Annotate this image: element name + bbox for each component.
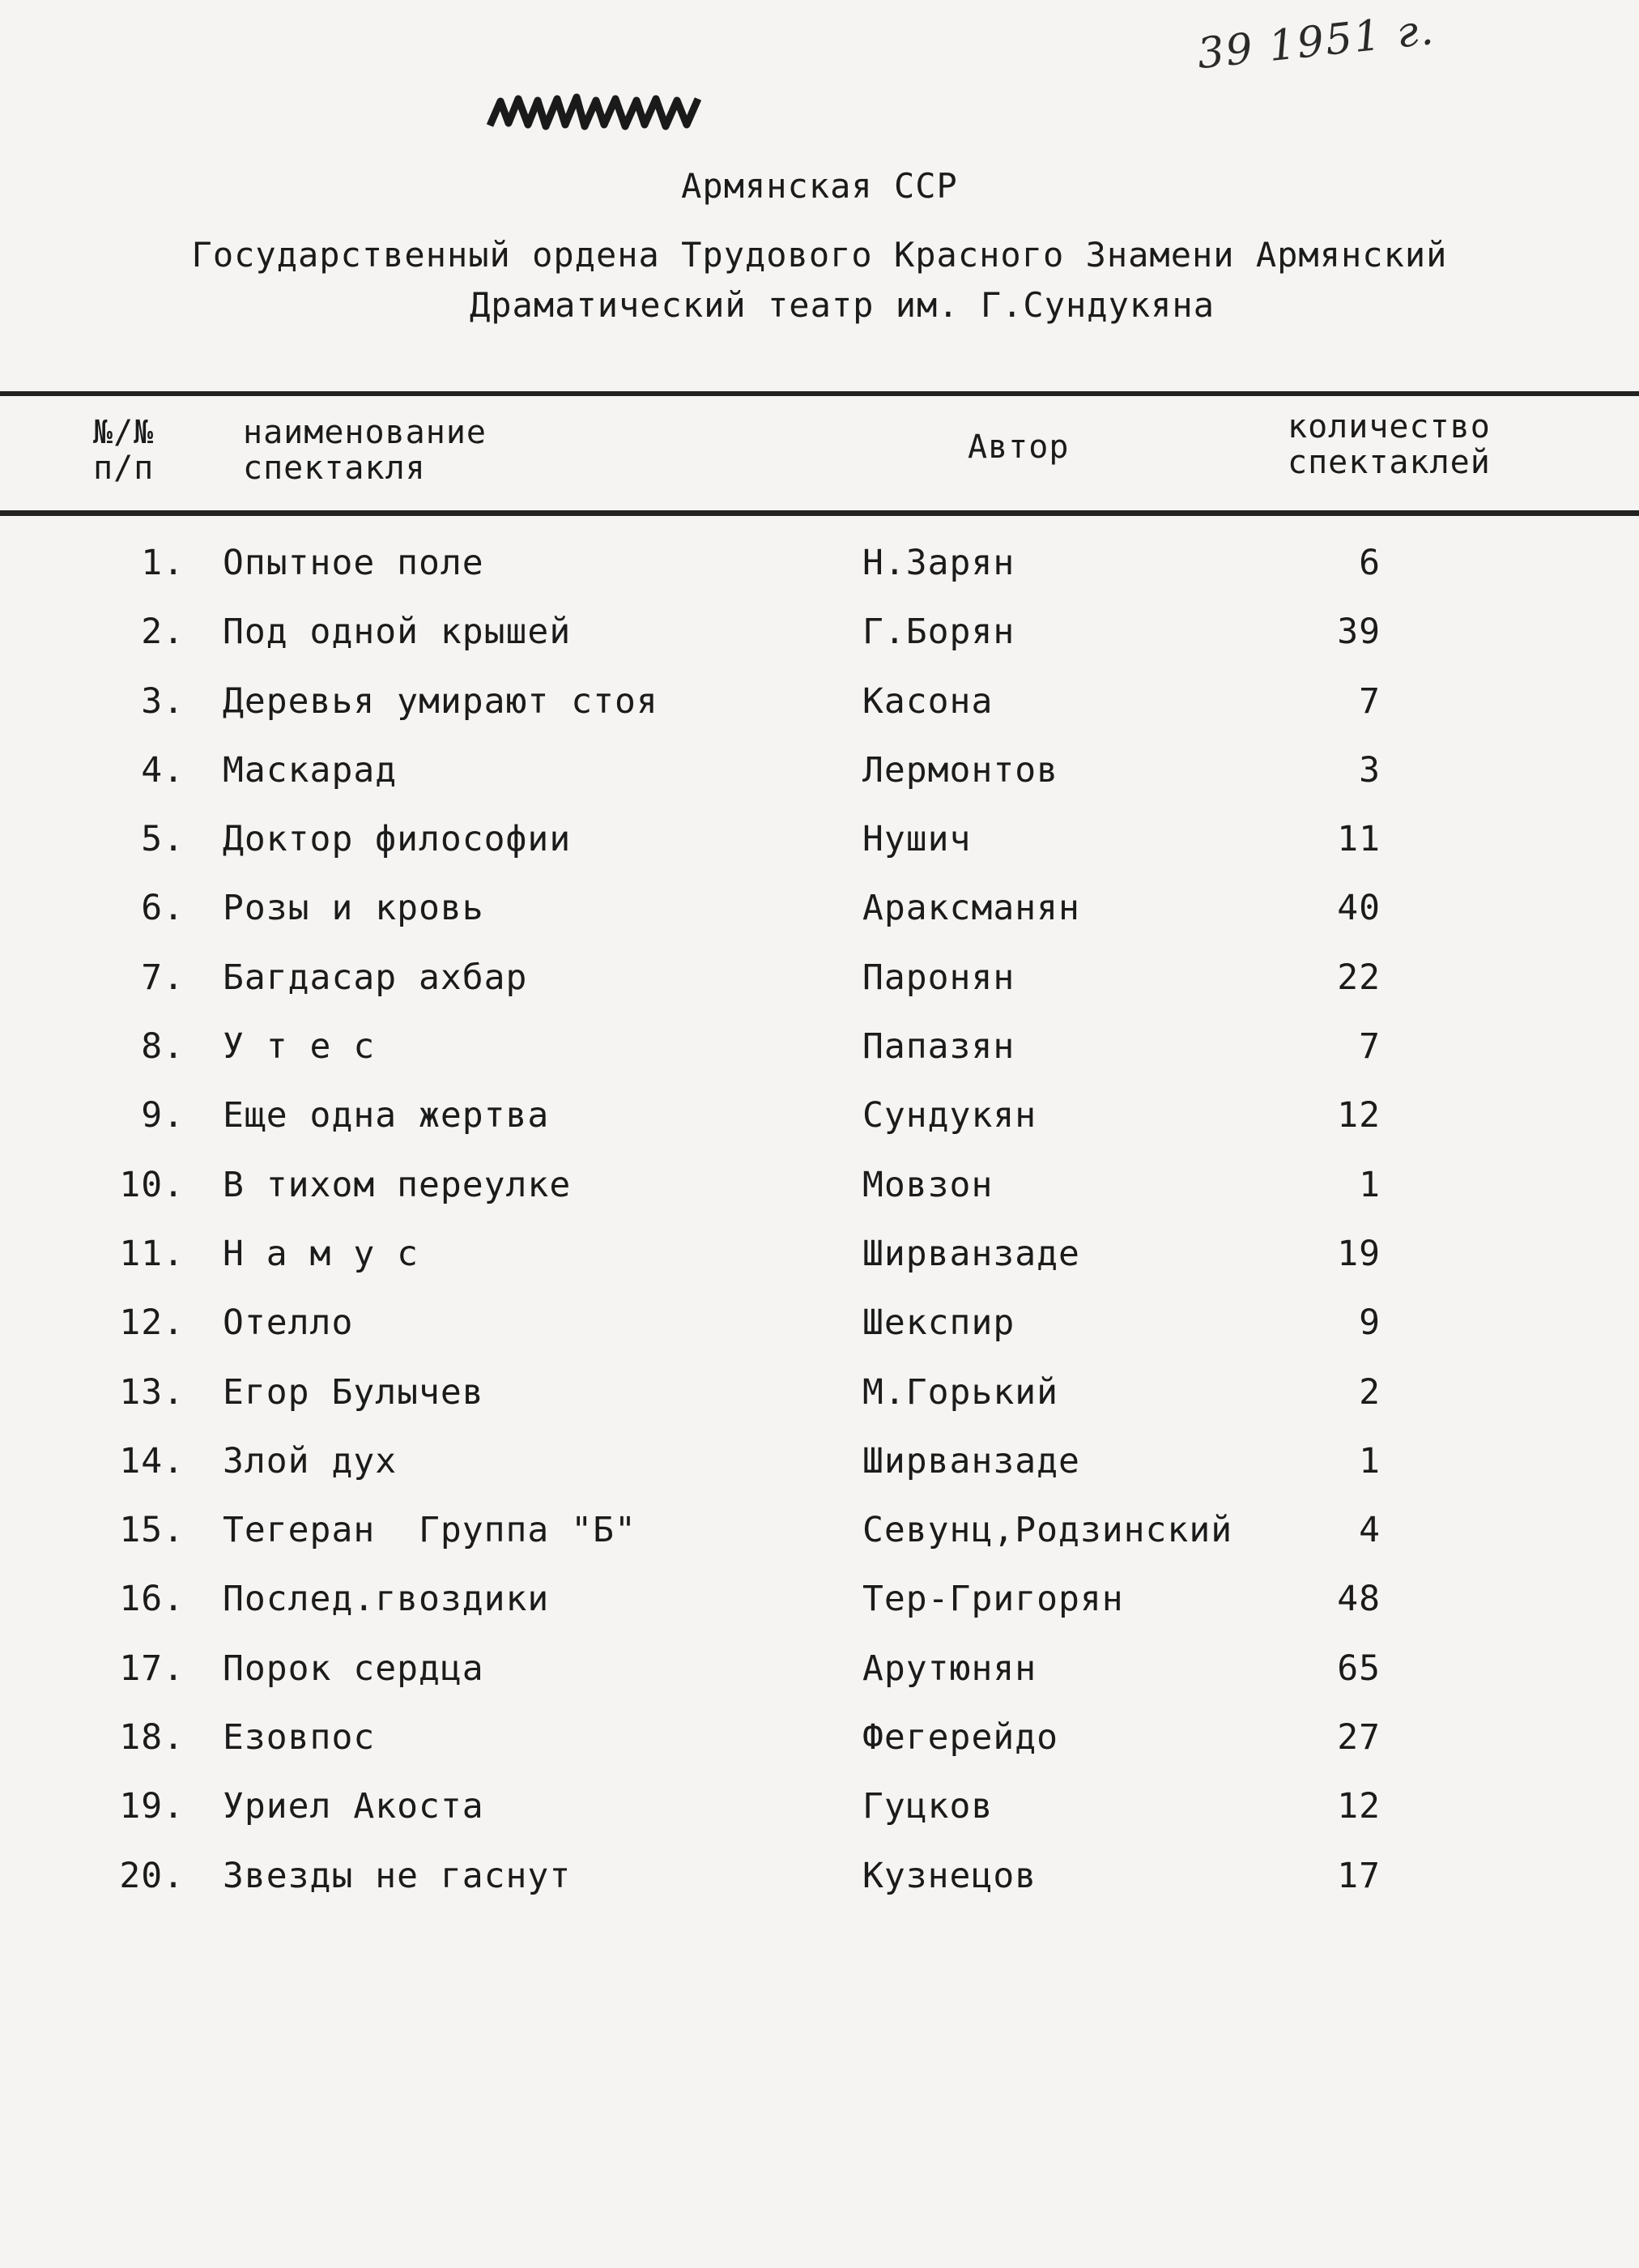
play-title: Под одной крышей — [223, 612, 572, 653]
performance-count: 12 — [1337, 1786, 1381, 1827]
performance-count: 3 — [1359, 749, 1381, 791]
performance-count: 9 — [1359, 1302, 1381, 1344]
performance-table — [0, 543, 1639, 1925]
row-number: 10. — [119, 1164, 185, 1205]
table-top-rule — [0, 391, 1639, 396]
row-number: 9. — [141, 1095, 185, 1136]
table-row — [0, 1717, 1639, 1786]
row-number: 15. — [119, 1510, 185, 1551]
play-author: Гуцков — [862, 1786, 994, 1827]
play-title: Доктор философии — [223, 819, 572, 860]
table-row — [0, 750, 1639, 819]
table-row — [0, 819, 1639, 888]
table-row — [0, 957, 1639, 1026]
table-row — [0, 1234, 1639, 1302]
performance-count: 2 — [1359, 1371, 1381, 1413]
performance-count: 22 — [1337, 957, 1381, 998]
row-number: 18. — [119, 1717, 185, 1759]
row-number: 5. — [141, 819, 185, 860]
play-title: Езовпос — [223, 1717, 376, 1759]
play-author: Ширванзаде — [862, 1233, 1080, 1274]
row-number: 11. — [119, 1233, 185, 1274]
row-number: 12. — [119, 1302, 185, 1344]
row-number: 7. — [141, 957, 185, 998]
performance-count: 1 — [1359, 1440, 1381, 1481]
row-number: 19. — [119, 1786, 185, 1827]
performance-count: 12 — [1337, 1095, 1381, 1136]
play-author: Мовзон — [862, 1164, 994, 1205]
table-row — [0, 1786, 1639, 1855]
handwritten-year-note: 39 1951 г. — [1194, 5, 1437, 79]
play-title: Уриел Акоста — [223, 1786, 484, 1827]
performance-count: 40 — [1337, 888, 1381, 929]
performance-count: 7 — [1359, 680, 1381, 722]
play-title: Злой дух — [223, 1440, 398, 1481]
play-author: Шекспир — [862, 1302, 1015, 1344]
table-row — [0, 543, 1639, 612]
row-number: 8. — [141, 1026, 185, 1068]
play-author: Ширванзаде — [862, 1440, 1080, 1481]
crossed-out-scribble — [486, 89, 705, 138]
row-number: 13. — [119, 1371, 185, 1413]
column-header-count: количество спектаклей — [1288, 408, 1491, 481]
row-number: 20. — [119, 1855, 185, 1896]
performance-count: 11 — [1337, 819, 1381, 860]
play-author: Касона — [862, 680, 994, 722]
row-number: 1. — [141, 543, 185, 583]
table-row — [0, 1095, 1639, 1164]
play-title: Звезды не гаснут — [223, 1855, 572, 1896]
play-author: Нушич — [862, 819, 972, 860]
header-theatre-name: Драматический театр им. Г.Сундукяна — [469, 285, 1215, 325]
row-number: 16. — [119, 1579, 185, 1620]
table-row — [0, 888, 1639, 957]
table-row — [0, 1441, 1639, 1510]
performance-count: 7 — [1359, 1026, 1381, 1068]
column-header-title: наименование спектакля — [243, 414, 487, 487]
performance-count: 19 — [1337, 1233, 1381, 1274]
column-header-author: Автор — [968, 428, 1070, 466]
play-title: Послед.гвоздики — [223, 1579, 550, 1620]
play-author: Сундукян — [862, 1095, 1037, 1136]
play-title: Отелло — [223, 1302, 354, 1344]
performance-count: 6 — [1359, 543, 1381, 583]
table-row — [0, 681, 1639, 750]
play-title: Маскарад — [223, 749, 398, 791]
play-title: Опытное поле — [223, 543, 484, 583]
play-title: Еще одна жертва — [223, 1095, 550, 1136]
performance-count: 48 — [1337, 1579, 1381, 1620]
play-author: Арутюнян — [862, 1648, 1037, 1689]
play-author: Севунц,Родзинский — [862, 1510, 1233, 1551]
table-row — [0, 1648, 1639, 1717]
play-author: Кузнецов — [862, 1855, 1037, 1896]
play-author: Араксманян — [862, 888, 1080, 929]
performance-count: 17 — [1337, 1855, 1381, 1896]
table-row — [0, 612, 1639, 680]
performance-count: 27 — [1337, 1717, 1381, 1759]
table-row — [0, 1372, 1639, 1441]
row-number: 6. — [141, 888, 185, 929]
column-header-number: №/№ п/п — [93, 414, 155, 487]
table-row — [0, 1856, 1639, 1925]
table-row — [0, 1302, 1639, 1371]
play-author: М.Горький — [862, 1371, 1058, 1413]
row-number: 2. — [141, 612, 185, 653]
play-author: Фегерейдо — [862, 1717, 1058, 1759]
table-row — [0, 1579, 1639, 1648]
performance-count: 39 — [1337, 612, 1381, 653]
play-title: Розы и кровь — [223, 888, 484, 929]
play-author: Тер-Григорян — [862, 1579, 1124, 1620]
table-row — [0, 1165, 1639, 1234]
play-author: Паронян — [862, 957, 1015, 998]
performance-count: 1 — [1359, 1164, 1381, 1205]
play-title: Тегеран Группа "Б" — [223, 1510, 636, 1551]
row-number: 4. — [141, 749, 185, 791]
header-theatre-order: Государственный ордена Трудового Красного Знамени Армянский — [191, 235, 1448, 275]
play-title: Деревья умирают стоя — [223, 680, 658, 722]
header-republic: Армянская ССР — [681, 166, 958, 206]
play-author: Н.Зарян — [862, 543, 1015, 583]
play-author: Г.Борян — [862, 612, 1015, 653]
play-author: Лермонтов — [862, 749, 1058, 791]
play-title: Егор Булычев — [223, 1371, 484, 1413]
play-title: Багдасар ахбар — [223, 957, 528, 998]
row-number: 14. — [119, 1440, 185, 1481]
play-author: Папазян — [862, 1026, 1015, 1068]
play-title: В тихом переулке — [223, 1164, 572, 1205]
table-row — [0, 1510, 1639, 1579]
performance-count: 4 — [1359, 1510, 1381, 1551]
play-title: У т е с — [223, 1026, 376, 1068]
row-number: 3. — [141, 680, 185, 722]
row-number: 17. — [119, 1648, 185, 1689]
performance-count: 65 — [1337, 1648, 1381, 1689]
table-row — [0, 1026, 1639, 1095]
table-header-rule — [0, 510, 1639, 516]
play-title: Н а м у с — [223, 1233, 419, 1274]
play-title: Порок сердца — [223, 1648, 484, 1689]
